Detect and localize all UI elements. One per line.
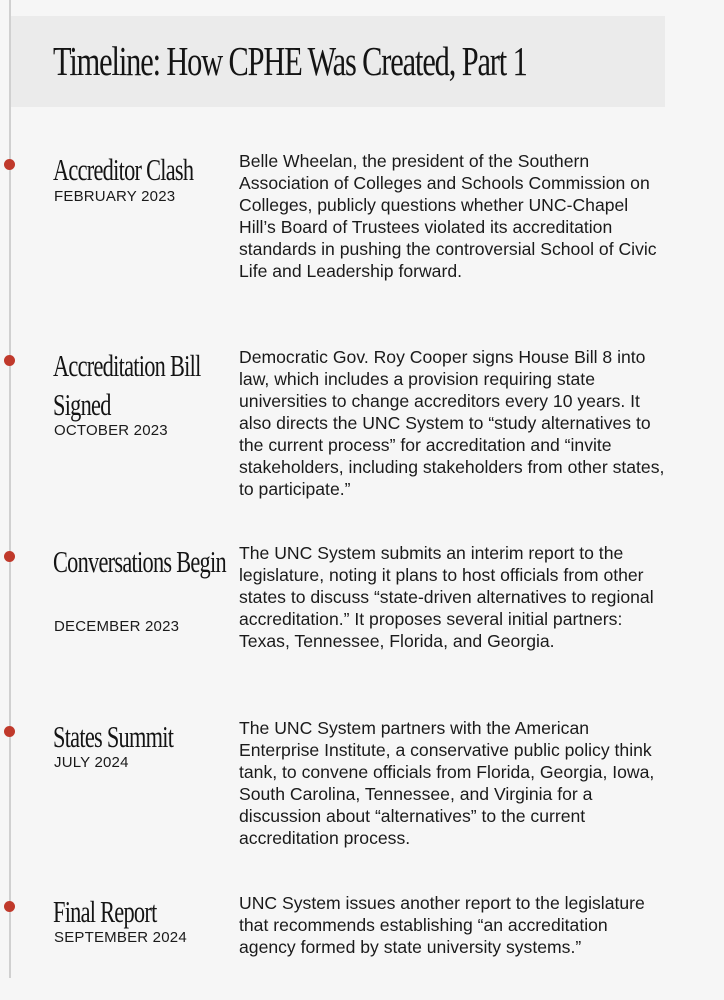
entry-description: The UNC System partners with the American Enterprise Institute, a conservative public policy think tank, to convene officials from Florida, Georgia, Iowa, South Carolina, Tennessee, and Virginia for a discussion about “alternatives” to the current accreditation process. [239, 718, 655, 848]
entry-title: States Summit [53, 719, 174, 754]
entry-title: Final Report [53, 894, 157, 929]
entry-description: Belle Wheelan, the president of the Southern Association of Colleges and Schools Commission on Colleges, publicly questions whether UNC-Chapel Hill’s Board of Trustees violated its accreditation standards in pushing the controversial School of Civic Life and Leadership forward. [239, 151, 657, 281]
entry-title: Conversations Begin [53, 544, 226, 579]
entry-description: UNC System issues another report to the legislature that recommends establishing “an accreditation agency formed by state university systems.” [239, 893, 645, 957]
entry-date: OCTOBER 2023 [54, 422, 168, 439]
timeline-line [9, 0, 11, 978]
entry-date: FEBRUARY 2023 [54, 188, 176, 205]
entry-title: Accreditation Bill Signed [53, 348, 201, 422]
entry-title: Accreditor Clash [53, 152, 194, 187]
entry-description: The UNC System submits an interim report to the legislature, noting it plans to host officials from other states to discuss “state-driven alternatives to regional accreditation.” It proposes several initial partners: Texas, Tennessee, Florida, and Georgia. [239, 543, 654, 651]
timeline-dot [4, 726, 15, 737]
entry-date: JULY 2024 [54, 754, 129, 771]
timeline-dot [4, 551, 15, 562]
title-banner [11, 16, 665, 107]
entry-date: SEPTEMBER 2024 [54, 929, 187, 946]
timeline-dot [4, 901, 15, 912]
entry-description: Democratic Gov. Roy Cooper signs House Bill 8 into law, which includes a provision requiring state universities to change accreditors every 10 years. It also directs the UNC System to “study alternatives to the current process” for accreditation and “invite stakeholders, including stakeholders from other states, to participate.” [239, 347, 665, 499]
timeline-dot [4, 355, 15, 366]
entry-date: DECEMBER 2023 [54, 618, 180, 635]
page-title: Timeline: How CPHE Was Created, Part 1 [53, 38, 527, 84]
timeline-dot [4, 159, 15, 170]
